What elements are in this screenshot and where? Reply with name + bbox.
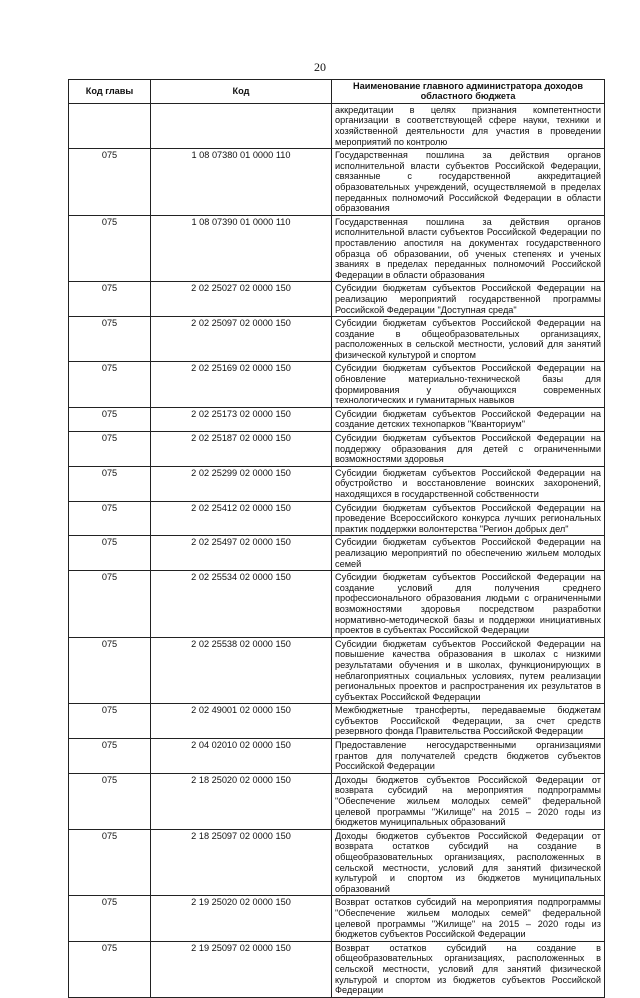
head-code-cell: 075	[69, 941, 151, 997]
table-row	[69, 103, 605, 148]
table-row	[69, 941, 605, 997]
code-cell: 2 02 25412 02 0000 150	[151, 501, 332, 536]
table-row	[69, 317, 605, 362]
code-cell: 2 02 25097 02 0000 150	[151, 317, 332, 362]
name-cell: Государственная пошлина за действия органов исполнительной власти субъектов Российской Федерации, связанные с государственной аккредитацией образовательных учреждений, осуществляемой в пределах переданных полномочий Российской Федерации в области образования	[332, 149, 605, 216]
code-cell: 2 02 25538 02 0000 150	[151, 637, 332, 704]
code-cell: 2 19 25020 02 0000 150	[151, 896, 332, 941]
code-cell: 2 02 25027 02 0000 150	[151, 282, 332, 317]
table-body	[69, 103, 605, 997]
head-code-cell: 075	[69, 571, 151, 638]
name-cell: Субсидии бюджетам субъектов Российской Федерации на обустройство и восстановление воинских захоронений, находящихся в государственной собственности	[332, 466, 605, 501]
head-code-cell: 075	[69, 501, 151, 536]
code-cell: 2 02 25173 02 0000 150	[151, 407, 332, 431]
code-cell: 2 02 49001 02 0000 150	[151, 704, 332, 739]
code-cell: 2 02 25169 02 0000 150	[151, 362, 332, 407]
head-code-cell	[69, 103, 151, 148]
name-cell: Возврат остатков субсидий на создание в общеобразовательных организациях, расположенных в сельской местности, условий для занятий физической культурой и спортом из бюджетов субъектов Российской Федерации	[332, 941, 605, 997]
table-row	[69, 571, 605, 638]
code-cell: 2 02 25299 02 0000 150	[151, 466, 332, 501]
table-row	[69, 896, 605, 941]
name-cell: Субсидии бюджетам субъектов Российской Федерации на проведение Всероссийского конкурса лучших региональных практик поддержки волонтерства "Регион добрых дел"	[332, 501, 605, 536]
table-row	[69, 704, 605, 739]
table-row	[69, 149, 605, 216]
name-cell: Доходы бюджетов субъектов Российской Федерации от возврата остатков субсидий на создание в общеобразовательных организациях, расположенных в сельской местности, условий для занятий физической культурой и спортом из бюджетов муниципальных образований	[332, 829, 605, 896]
head-code-cell: 075	[69, 536, 151, 571]
table-row	[69, 432, 605, 467]
head-code-cell: 075	[69, 407, 151, 431]
name-cell: Субсидии бюджетам субъектов Российской Федерации на создание детских технопарков "Кванториум"	[332, 407, 605, 431]
name-cell: Предоставление негосударственными организациями грантов для получателей средств бюджетов субъектов Российской Федерации	[332, 739, 605, 774]
table-row	[69, 501, 605, 536]
name-cell: Субсидии бюджетам субъектов Российской Федерации на поддержку образования для детей с ограниченными возможностями здоровья	[332, 432, 605, 467]
table-row	[69, 773, 605, 829]
head-code-cell: 075	[69, 773, 151, 829]
name-cell: Субсидии бюджетам субъектов Российской Федерации на создание условий для получения среднего профессионального образования людьми с ограниченными возможностями здоровья посредством разработки нормативно-методической базы и поддержки инициативных проектов в субъектах Российской Федерации	[332, 571, 605, 638]
head-code-cell: 075	[69, 362, 151, 407]
head-code-cell: 075	[69, 739, 151, 774]
column-header-name: Наименование главного администратора доходов областного бюджета	[332, 80, 605, 104]
table-row	[69, 282, 605, 317]
column-header-code: Код	[151, 80, 332, 104]
code-cell	[151, 103, 332, 148]
code-cell: 1 08 07380 01 0000 110	[151, 149, 332, 216]
code-cell: 1 08 07390 01 0000 110	[151, 215, 332, 282]
code-cell: 2 18 25020 02 0000 150	[151, 773, 332, 829]
name-cell: Субсидии бюджетам субъектов Российской Федерации на обновление материально-технической базы для формирования у обучающихся современных технологических и гуманитарных навыков	[332, 362, 605, 407]
table-row	[69, 829, 605, 896]
name-cell: Доходы бюджетов субъектов Российской Федерации от возврата субсидий на мероприятия подпрограммы "Обеспечение жильем молодых семей" федеральной целевой программы "Жилище" на 2015 – 2020 годы из бюджетов муниципальных образований	[332, 773, 605, 829]
table-row	[69, 536, 605, 571]
name-cell: Субсидии бюджетам субъектов Российской Федерации на создание в общеобразовательных организациях, расположенных в сельской местности, условий для занятий физической культурой и спортом	[332, 317, 605, 362]
table-header-row	[69, 80, 605, 104]
table-row	[69, 362, 605, 407]
head-code-cell: 075	[69, 317, 151, 362]
head-code-cell: 075	[69, 466, 151, 501]
code-cell: 2 19 25097 02 0000 150	[151, 941, 332, 997]
name-cell: Субсидии бюджетам субъектов Российской Федерации на повышение качества образования в школах с низкими результатами обучения и в школах, функционирующих в неблагоприятных социальных условиях, путем реализации региональных проектов и распространения их результатов в субъектах Российской Федерации	[332, 637, 605, 704]
head-code-cell: 075	[69, 149, 151, 216]
revenue-administrators-table	[68, 79, 605, 998]
column-header-head-code: Код главы	[69, 80, 151, 104]
code-cell: 2 02 25187 02 0000 150	[151, 432, 332, 467]
name-cell: Государственная пошлина за действия органов исполнительной власти субъектов Российской Федерации по проставлению апостиля на документах государственного образца об образовании, об ученых степенях и ученых званиях в пределах переданных полномочий Российской Федерации в области образования	[332, 215, 605, 282]
name-cell: Возврат остатков субсидий на мероприятия подпрограммы "Обеспечение жильем молодых семей" федеральной целевой программы "Жилище" на 2015 – 2020 годы из бюджетов субъектов Российской Федерации	[332, 896, 605, 941]
code-cell: 2 04 02010 02 0000 150	[151, 739, 332, 774]
code-cell: 2 02 25534 02 0000 150	[151, 571, 332, 638]
table-row	[69, 466, 605, 501]
code-cell: 2 18 25097 02 0000 150	[151, 829, 332, 896]
head-code-cell: 075	[69, 432, 151, 467]
code-cell: 2 02 25497 02 0000 150	[151, 536, 332, 571]
head-code-cell: 075	[69, 704, 151, 739]
head-code-cell: 075	[69, 282, 151, 317]
head-code-cell: 075	[69, 829, 151, 896]
name-cell: Субсидии бюджетам субъектов Российской Федерации на реализацию мероприятий по обеспечению жильем молодых семей	[332, 536, 605, 571]
table-row	[69, 739, 605, 774]
table-row	[69, 215, 605, 282]
head-code-cell: 075	[69, 637, 151, 704]
name-cell: аккредитации в целях признания компетентности организации в соответствующей сфере науки, техники и хозяйственной деятельности для участия в проведении мероприятий по контролю	[332, 103, 605, 148]
name-cell: Межбюджетные трансферты, передаваемые бюджетам субъектов Российской Федерации, за счет средств резервного фонда Правительства Российской Федерации	[332, 704, 605, 739]
head-code-cell: 075	[69, 896, 151, 941]
table-row	[69, 407, 605, 431]
head-code-cell: 075	[69, 215, 151, 282]
table-row	[69, 637, 605, 704]
page-number: 20	[314, 60, 326, 74]
name-cell: Субсидии бюджетам субъектов Российской Федерации на реализацию мероприятий государственной программы Российской Федерации "Доступная среда"	[332, 282, 605, 317]
